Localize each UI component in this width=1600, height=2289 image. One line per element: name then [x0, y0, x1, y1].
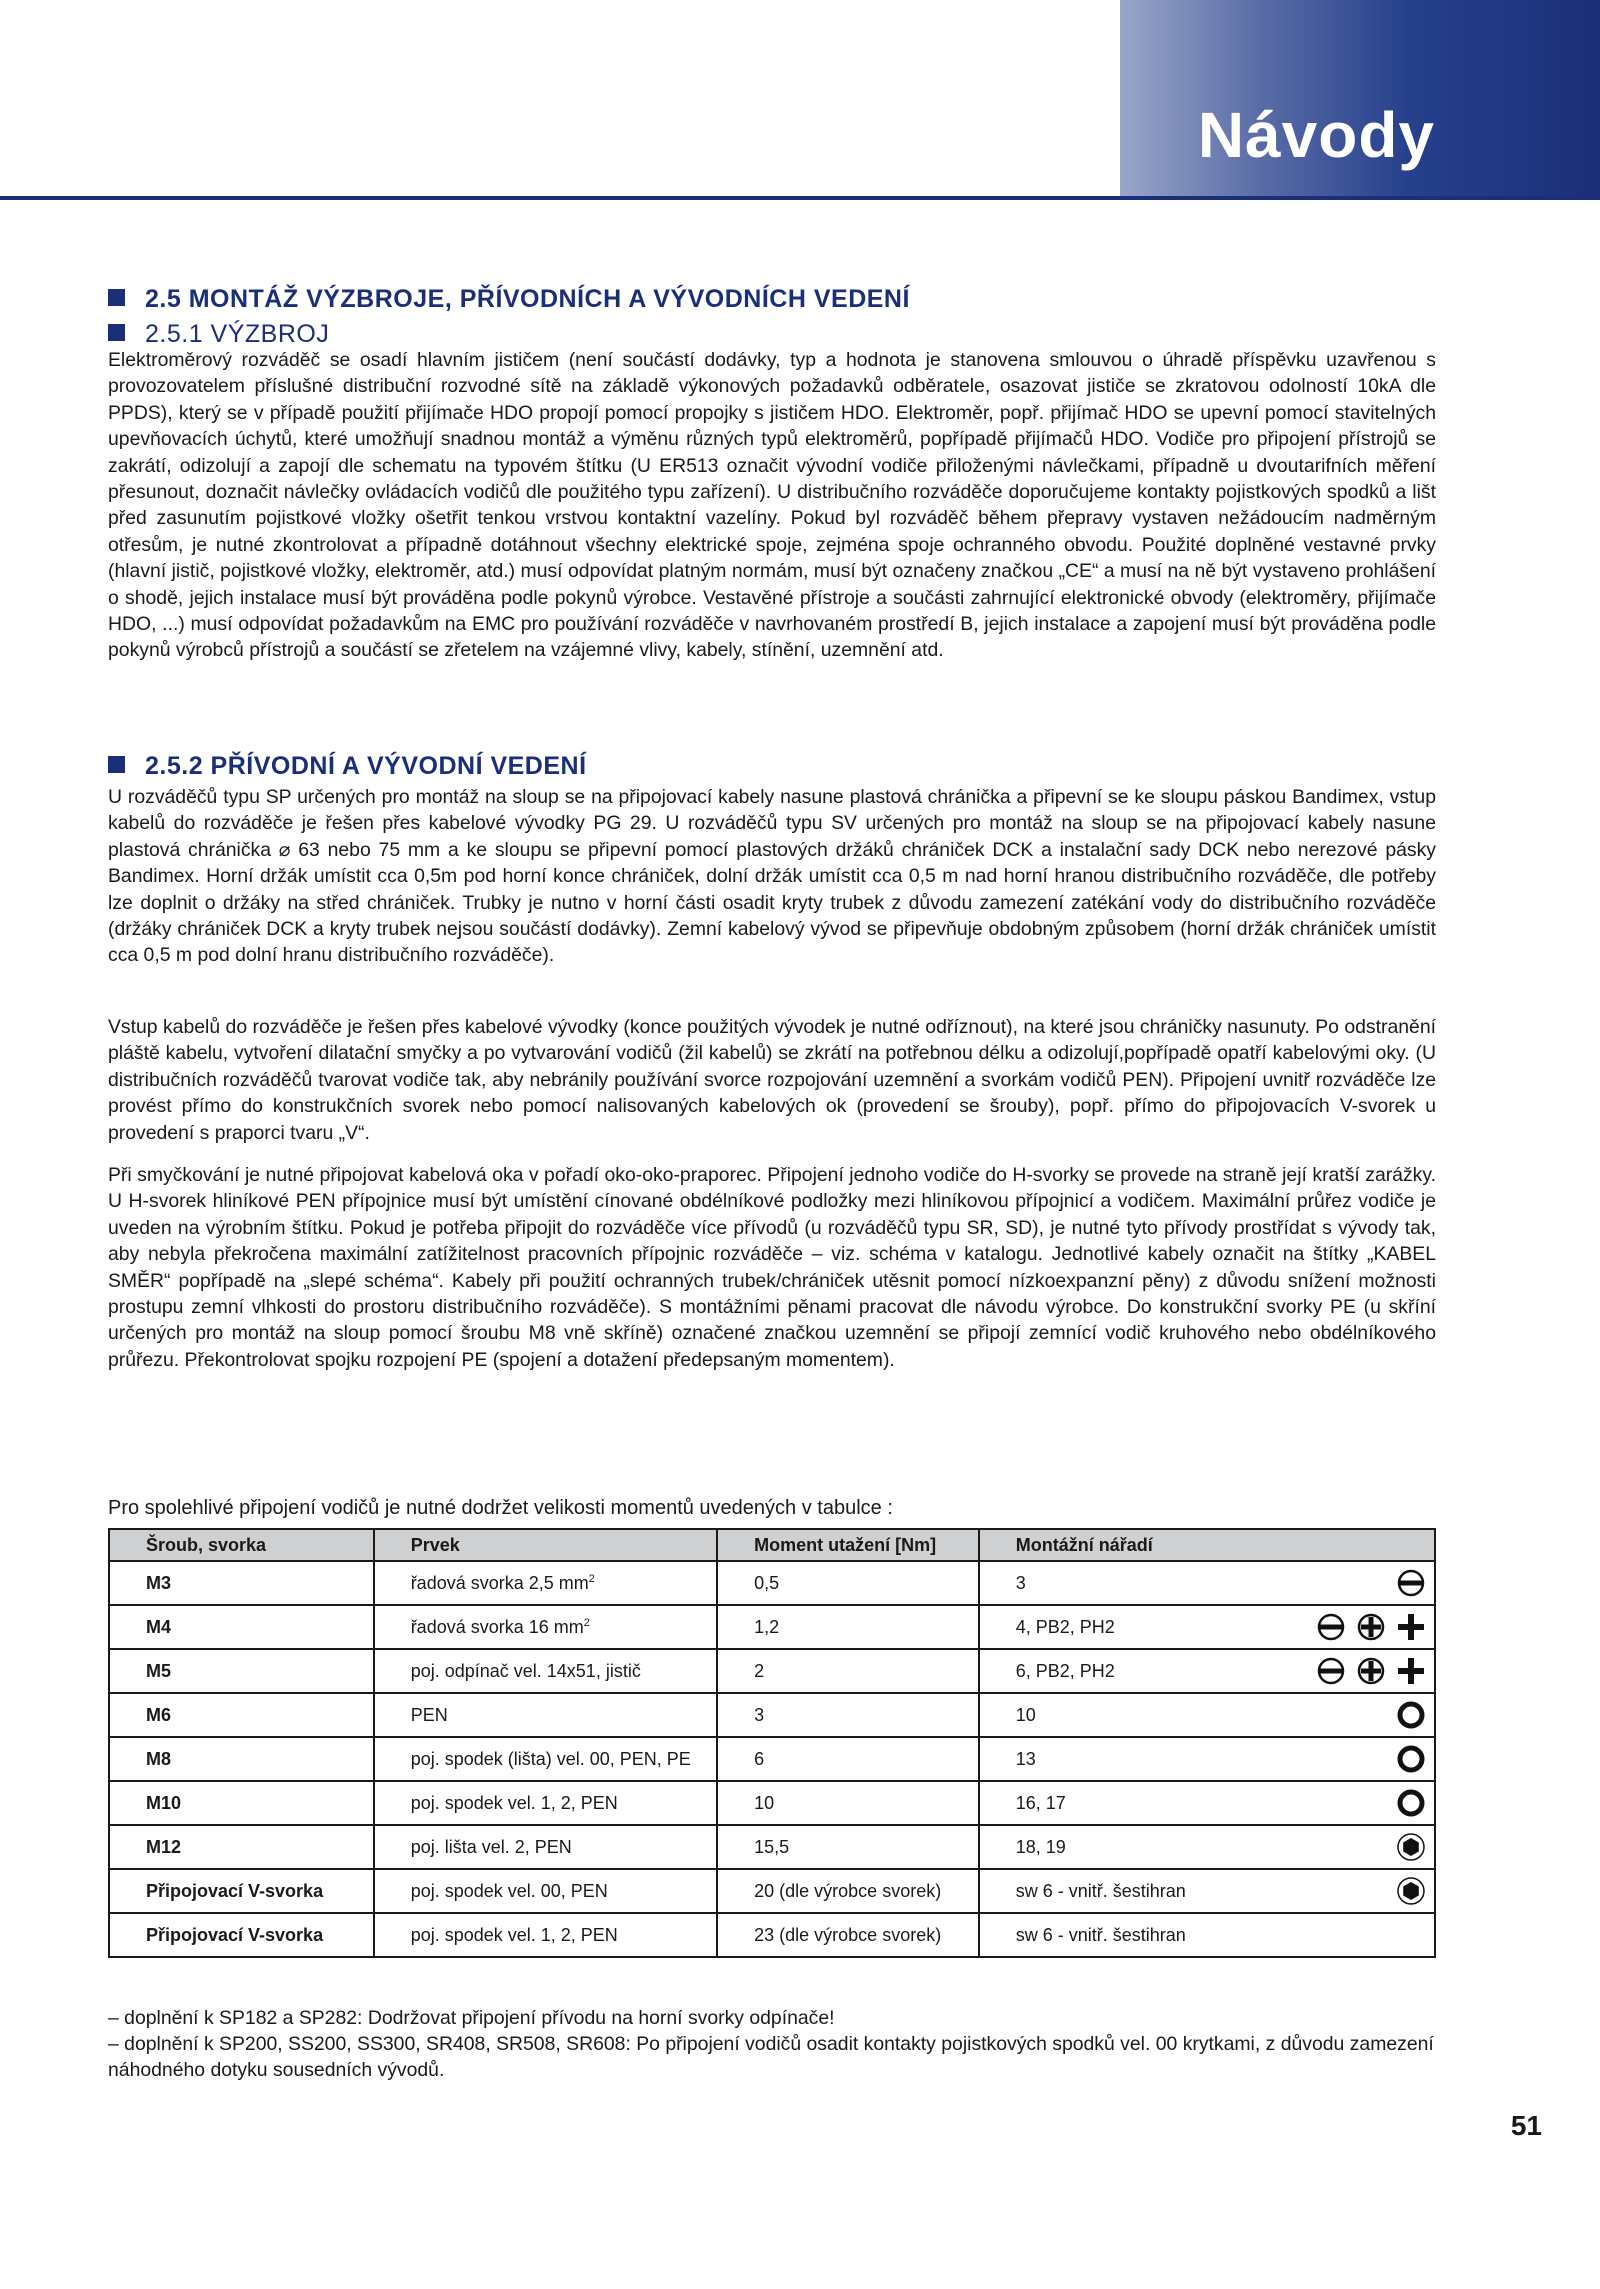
cell-element	[374, 1781, 717, 1825]
cell-element	[374, 1605, 717, 1649]
cell-screw: M10	[109, 1781, 374, 1825]
paragraph-privodni-1: U rozváděčů typu SP určených pro montáž na sloup se na připojovací kabely nasune plastová chránička a připevní se ke sloupu páskou Bandimex, vstup kabelů do rozváděče je řešen přes kabelové vývodky PG 29. U rozváděčů typu SV určených pro montáž na sloup se na připojovací kabely nasune plastová chránička ⌀ 63 nebo 75 mm a ke sloupu se připevní pomocí plastových držáků chrániček DCK a instalační sady DCK nebo nerezové pásky Bandimex. Horní držák umístit cca 0,5m pod horní konce chrániček, dolní držák umístit cca 0,5 m nad horní hranou distribučního rozváděče, dle potřeby lze doplnit o držáky na střed chrániček. Trubky je nutno v horní části osadit kryty trubek z důvodu zamezení zatékání vody do distribučního rozváděče (držáky chrániček DCK a kryty trubek nejsou součástí dodávky). Zemní kabelový vývod se připevňuje obdobným způsobem (horní držák chrániček umístit cca 0,5 m pod dolní hranu distribučního rozváděče).	[108, 786, 1436, 967]
header-band	[1120, 0, 1600, 196]
note-2: – doplnění k SP200, SS200, SS300, SR408, SR508, SR608: Po připojení vodičů osadit kontakty pojistkových spodků vel. 00 krytkami, z důvodu zamezení náhodného dotyku sousedních vývodů.	[108, 2033, 1434, 2081]
section-heading-2-5-2	[108, 752, 587, 781]
cell-element-text: poj. odpínač vel. 14x51, jistič	[410, 1660, 641, 1681]
paragraph-privodni-3: Při smyčkování je nutné připojovat kabelová oka v pořadí oko-oko-praporec. Připojení jednoho vodiče do H-svorky se provede na straně její kratší zarážky. U H-svorek hliníkové PEN přípojnice musí být umístění cínované obdélníkové podložky mezi hliníkovou přípojnicí a vodičem. Maximální průřez vodiče je uveden na výrobním štítku. Pokud je potřeba připojit do rozváděče více přívodů (u rozváděčů typu SR, SD), je nutné tyto přívody prostřídat s vývody tak, aby nebyla překročena maximální zatížitelnost pracovních přípojnic rozváděče – viz. schéma v katalogu. Jednotlivé kabely označit na štítky „KABEL SMĚR“ popřípadě na „slepé schéma“. Kabely při použití ochranných trubek/chrániček utěsnit pomocí nízkoexpanzní pěny) z důvodu snížení možnosti prostupu zemní vlhkosti do prostoru distribučního rozváděče). S montážními pěnami pracovat dle návodu výrobce. Do konstrukční svorky PE (u skříní určených pro montáž na sloup pomocí šroubu M8 vně skříně) označené značkou uzemnění se připojí zemnící vodič kruhového nebo obdélníkového průřezu. Překontrolovat spojku rozpojení PE (spojení a dotažení předepsaným momentem).	[108, 1164, 1436, 1371]
cell-element-text: řadová svorka 2,5 mm	[410, 1572, 589, 1593]
page-number: 51	[1510, 2110, 1542, 2141]
table-header-cell: Moment utažení [Nm]	[717, 1529, 979, 1561]
cell-tool-text: 6, PB2, PH2	[1015, 1660, 1115, 1681]
cell-element	[374, 1649, 717, 1693]
tool-icons	[1396, 1744, 1426, 1774]
section-heading-2-5	[108, 285, 910, 314]
cell-torque: 6	[717, 1737, 979, 1781]
unit-superscript: 2	[583, 1616, 590, 1629]
tool-icons	[1316, 1612, 1426, 1642]
cell-tool	[979, 1561, 1435, 1605]
cell-torque: 3	[717, 1693, 979, 1737]
header-rule	[0, 196, 1600, 200]
cell-tool	[979, 1649, 1435, 1693]
table-header-cell: Šroub, svorka	[109, 1529, 374, 1561]
phillips-screwdriver-icon	[1396, 1656, 1426, 1686]
tool-icons	[1396, 1568, 1426, 1598]
section-heading-text: 2.5.1 VÝZBROJ	[145, 320, 330, 348]
section-heading-text: 2.5.2 PŘÍVODNÍ A VÝVODNÍ VEDENÍ	[145, 752, 587, 780]
note-1: – doplnění k SP182 a SP282: Dodržovat připojení přívodu na horní svorky odpínače!	[108, 2007, 835, 2029]
table-row	[109, 1781, 1435, 1825]
cell-tool	[979, 1781, 1435, 1825]
cell-element	[374, 1913, 717, 1957]
tool-icons	[1396, 1700, 1426, 1730]
tool-icons	[1396, 1788, 1426, 1818]
cell-screw: M8	[109, 1737, 374, 1781]
paragraph-privodni-2: Vstup kabelů do rozváděče je řešen přes kabelové vývodky (konce použitých vývodek je nutné odříznout), na které jsou chráničky nasunuty. Po odstranění pláště kabelu, vytvoření dilatační smyčky a po vytvarování vodičů (žil kabelů) se zkrátí na potřebnou délku a odizolují,popřípadě opatří kabelovými oky. (U distribučních rozváděčů tvarovat vodiče tak, aby nebránily používání svorce rozpojování uzemnění a svorkám vodičů PEN). Připojení uvnitř rozváděče lze provést přímo do konstrukčních svorek nebo pomocí nalisovaných kabelových ok (provedení se šrouby), popř. přímo do připojovacích V-svorek u provedení s praporci tvaru „V“.	[108, 1016, 1436, 1144]
table-header-cell: Montážní nářadí	[979, 1529, 1435, 1561]
pozidriv-screwdriver-icon	[1356, 1612, 1386, 1642]
table-row	[109, 1605, 1435, 1649]
tool-icons	[1316, 1656, 1426, 1686]
cell-element-text: poj. spodek vel. 1, 2, PEN	[410, 1924, 618, 1945]
cell-torque: 2	[717, 1649, 979, 1693]
cell-tool-text: 3	[1015, 1572, 1026, 1593]
unit-superscript: 2	[588, 1572, 595, 1585]
hex-socket-screwdriver-icon	[1396, 1788, 1426, 1818]
table-row	[109, 1561, 1435, 1605]
cell-tool	[979, 1605, 1435, 1649]
cell-tool	[979, 1825, 1435, 1869]
cell-element-text: poj. spodek vel. 1, 2, PEN	[410, 1792, 618, 1813]
cell-element-text: poj. lišta vel. 2, PEN	[410, 1836, 572, 1857]
cell-tool-text: 10	[1015, 1704, 1036, 1725]
table-row	[109, 1737, 1435, 1781]
table-row	[109, 1649, 1435, 1693]
cell-torque: 1,2	[717, 1605, 979, 1649]
cell-element	[374, 1825, 717, 1869]
cell-element	[374, 1693, 717, 1737]
section-heading-2-5-1	[108, 320, 329, 349]
cell-tool-text: sw 6 - vnitř. šestihran	[1015, 1924, 1186, 1945]
bullet-square-icon	[108, 756, 125, 773]
cell-element	[374, 1869, 717, 1913]
bullet-square-icon	[108, 324, 125, 341]
cell-torque: 23 (dle výrobce svorek)	[717, 1913, 979, 1957]
paragraph-vyzbroj: Elektroměrový rozváděč se osadí hlavním jističem (není součástí dodávky, typ a hodnota je stanovena smlouvou o úhradě příspěvku uzavřenou s provozovatelem příslušné distribuční rozvodné sítě na základě výkonových požadavků odběratele, osazovat jističe se zkratovou odolností 10kA dle PPDS), který se v případě použití přijímače HDO propojí pomocí propojky s jističem HDO. Elektroměr, popř. přijímač HDO se upevní pomocí stavitelných upevňovacích úchytů, které umožňují snadnou montáž a výměnu různých typů elektroměrů, popřípadě přijímačů HDO. Vodiče pro připojení přístrojů se zakrátí, odizolují a zapojí dle schematu na typovém štítku (U ER513 označit vývodní vodiče přiloženými návlečkami, případně u dvoutarifních měření přesunout, doznačit návlečky ovládacích vodičů dle použitého typu zařízení). U distribučního rozváděče doporučujeme kontakty pojistkových spodků a lišt před zasunutím pojistkové vložky ošetřit tenkou vrstvou kontaktní vazelíny. Pokud byl rozváděč během přepravy vystaven nežádoucím nadměrným otřesům, je nutné zkontrolovat a případně dotáhnout všechny elektrické spoje, zejména spoje ochranného obvodu. Použité doplněné vestavné prvky (hlavní jistič, pojistkové vložky, elektroměr, atd.) musí odpovídat platným normám, musí být označeny značkou „CE“ a musí na ně být vystaveno prohlášení o shodě, jejich instalace musí být prováděna podle pokynů výrobce. Vestavěné přístroje a součásti zahrnující elektronické obvody (elektroměry, přijímače HDO, ...) musí odpovídat požadavkům na EMC pro používání rozváděče v navrhovaném prostředí B, jejich instalace a zapojení musí být prováděna podle pokynů výrobců přístrojů a součástí se zřetelem na vzájemné vlivy, kabely, stínění, uzemnění atd.	[108, 349, 1436, 662]
slot-screwdriver-icon	[1316, 1656, 1346, 1686]
table-row	[109, 1913, 1435, 1957]
cell-tool	[979, 1869, 1435, 1913]
cell-screw: Připojovací V-svorka	[109, 1913, 374, 1957]
table-header-cell: Prvek	[374, 1529, 717, 1561]
cell-tool	[979, 1913, 1435, 1957]
hex-key-screwdriver-icon	[1396, 1876, 1426, 1906]
slot-screwdriver-icon	[1316, 1612, 1346, 1642]
cell-screw: M3	[109, 1561, 374, 1605]
cell-screw: M12	[109, 1825, 374, 1869]
cell-tool-text: 16, 17	[1015, 1792, 1066, 1813]
table-header-row	[109, 1529, 1435, 1561]
cell-torque: 0,5	[717, 1561, 979, 1605]
cell-screw: M6	[109, 1693, 374, 1737]
bullet-square-icon	[108, 289, 125, 306]
cell-element-text: poj. spodek vel. 00, PEN	[410, 1880, 608, 1901]
cell-tool-text: 4, PB2, PH2	[1015, 1616, 1115, 1637]
cell-element-text: řadová svorka 16 mm	[410, 1616, 584, 1637]
pozidriv-screwdriver-icon	[1356, 1656, 1386, 1686]
cell-screw: Připojovací V-svorka	[109, 1869, 374, 1913]
table-row	[109, 1869, 1435, 1913]
table-row	[109, 1693, 1435, 1737]
tool-icons	[1396, 1832, 1426, 1862]
slot-screwdriver-icon	[1396, 1568, 1426, 1598]
torque-table	[108, 1528, 1436, 1958]
cell-torque: 20 (dle výrobce svorek)	[717, 1869, 979, 1913]
cell-tool-text: sw 6 - vnitř. šestihran	[1015, 1880, 1186, 1901]
cell-screw: M4	[109, 1605, 374, 1649]
hex-key-screwdriver-icon	[1396, 1832, 1426, 1862]
cell-element	[374, 1737, 717, 1781]
cell-screw: M5	[109, 1649, 374, 1693]
cell-tool-text: 13	[1015, 1748, 1036, 1769]
cell-element	[374, 1561, 717, 1605]
table-intro: Pro spolehlivé připojení vodičů je nutné dodržet velikosti momentů uvedených v tabulce :	[108, 1497, 893, 1519]
cell-torque: 10	[717, 1781, 979, 1825]
section-heading-text: 2.5 MONTÁŽ VÝZBROJE, PŘÍVODNÍCH A VÝVODNÍCH VEDENÍ	[145, 285, 910, 313]
cell-element-text: poj. spodek (lišta) vel. 00, PEN, PE	[410, 1748, 691, 1769]
cell-tool	[979, 1693, 1435, 1737]
cell-tool-text: 18, 19	[1015, 1836, 1066, 1857]
table-row	[109, 1825, 1435, 1869]
phillips-screwdriver-icon	[1396, 1612, 1426, 1642]
cell-tool	[979, 1737, 1435, 1781]
cell-torque: 15,5	[717, 1825, 979, 1869]
page-title: Návody	[1197, 99, 1435, 171]
cell-element-text: PEN	[410, 1704, 448, 1725]
hex-socket-screwdriver-icon	[1396, 1744, 1426, 1774]
hex-socket-screwdriver-icon	[1396, 1700, 1426, 1730]
tool-icons	[1396, 1876, 1426, 1906]
